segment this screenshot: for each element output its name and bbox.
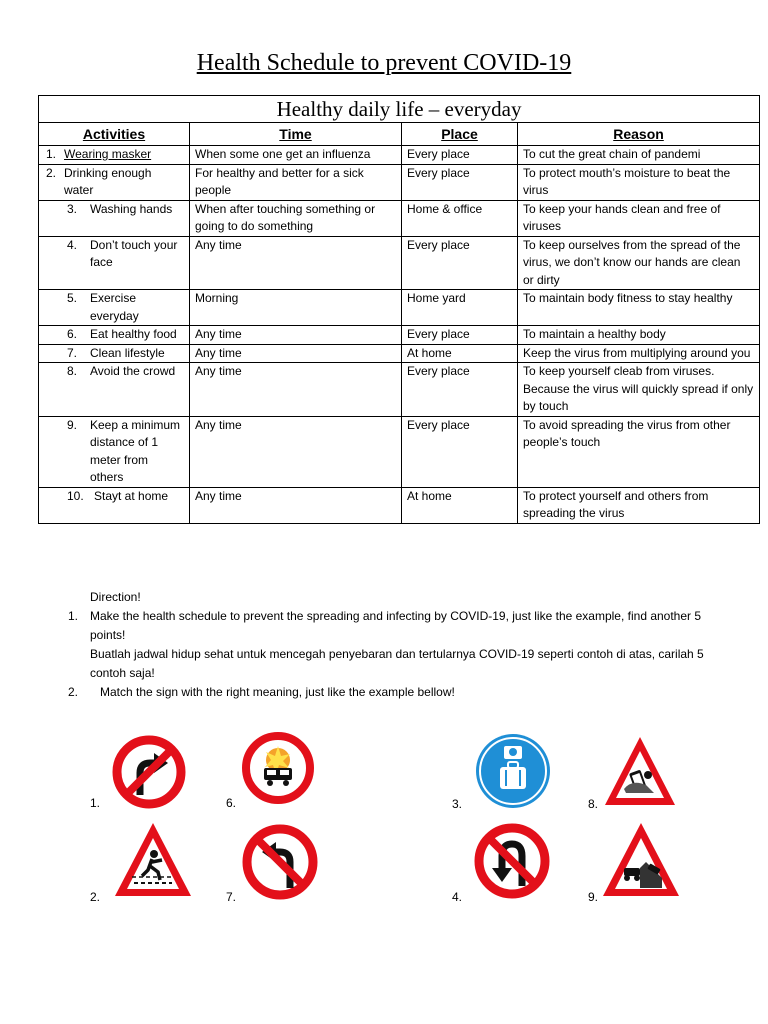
cell-place: Home yard (402, 290, 518, 326)
baggage-check-sign-icon (474, 732, 552, 810)
sign-label-1: 1. (90, 796, 101, 810)
no-right-turn-sign-icon (110, 733, 188, 811)
cell-reason: To protect mouth’s moisture to beat the virus (518, 164, 760, 200)
table-row (39, 164, 760, 200)
sign-label-3: 3. (452, 797, 463, 811)
sign-label-2: 2. (90, 890, 101, 904)
activity-text: Exercise everyday (90, 291, 139, 323)
cell-reason: To protect yourself and others from spreading the virus (518, 487, 760, 523)
no-explosives-vehicle-sign-icon (240, 730, 316, 806)
direction-section (68, 588, 728, 702)
pedestrian-crossing-warning-sign-icon (112, 820, 194, 900)
activity-number: 9. (67, 417, 78, 432)
table-row (39, 487, 760, 523)
activity-text: Clean lifestyle (90, 345, 165, 360)
activity-number: 6. (67, 327, 78, 341)
table-row (39, 236, 760, 290)
cell-activity (39, 146, 190, 165)
cell-reason: To maintain a healthy body (518, 326, 760, 345)
direction-item-1-text: Make the health schedule to prevent the spreading and infecting by COVID-19, just like the example, find another 5 points! (90, 609, 702, 642)
cell-place: At home (402, 344, 518, 363)
activity-number: 10. (67, 488, 84, 503)
activity-number: 7. (67, 345, 78, 360)
cell-activity (39, 344, 190, 363)
page-title: Health Schedule to prevent COVID-19 (196, 50, 572, 76)
activity-number: 5. (67, 291, 78, 305)
cell-activity (39, 236, 190, 290)
cell-time: When some one get an influenza (190, 146, 402, 165)
no-left-turn-sign-icon (240, 822, 320, 902)
table-row (39, 290, 760, 326)
activity-text: Don’t touch your face (90, 237, 178, 269)
cell-time: Any time (190, 344, 402, 363)
cell-reason: Keep the virus from multiplying around you (518, 344, 760, 363)
cell-place: At home (402, 487, 518, 523)
header-time: Time (190, 123, 402, 146)
cell-time: For healthy and better for a sick people (190, 164, 402, 200)
table-row (39, 200, 760, 236)
cell-reason: To keep yourself cleab from viruses. Because the virus will quickly spread if only by touch (518, 363, 760, 417)
header-reason: Reason (518, 123, 760, 146)
table-row (39, 326, 760, 345)
cell-place: Every place (402, 326, 518, 345)
cell-reason: To keep your hands clean and free of viruses (518, 200, 760, 236)
table-row (39, 146, 760, 165)
activity-text: Eat healthy food (90, 327, 177, 341)
no-u-turn-sign-icon (472, 820, 552, 902)
table-caption: Healthy daily life – everyday (39, 96, 760, 123)
cell-activity (39, 416, 190, 487)
table-row (39, 416, 760, 487)
activity-number: 2. (46, 165, 57, 180)
cell-reason: To maintain body fitness to stay healthy (518, 290, 760, 326)
cell-place: Every place (402, 146, 518, 165)
cell-time: Morning (190, 290, 402, 326)
falling-car-cliff-warning-sign-icon (600, 820, 682, 900)
direction-item-2-text: Match the sign with the right meaning, just like the example bellow! (100, 685, 455, 699)
direction-heading: Direction! (90, 590, 141, 604)
sign-label-7: 7. (226, 890, 237, 904)
sign-label-8: 8. (588, 797, 599, 811)
header-activities: Activities (39, 123, 190, 146)
cell-activity (39, 487, 190, 523)
activity-text: Avoid the crowd (90, 364, 176, 378)
cell-place: Every place (402, 164, 518, 200)
cell-place: Every place (402, 416, 518, 487)
activity-text: Washing hands (90, 201, 173, 216)
sign-label-6: 6. (226, 796, 237, 810)
cell-time: Any time (190, 363, 402, 417)
no-phone-while-driving-sign-icon (602, 733, 678, 809)
cell-place: Every place (402, 236, 518, 290)
direction-item-2: 2. Match the sign with the right meaning, just like the example bellow! (68, 683, 728, 702)
table-row (39, 344, 760, 363)
table-row (39, 363, 760, 417)
cell-activity (39, 290, 190, 326)
cell-time: Any time (190, 416, 402, 487)
cell-reason: To avoid spreading the virus from other people’s touch (518, 416, 760, 487)
cell-place: Home & office (402, 200, 518, 236)
sign-label-4: 4. (452, 890, 463, 904)
sign-label-9: 9. (588, 890, 599, 904)
cell-activity (39, 200, 190, 236)
direction-item-1-text-id: Buatlah jadwal hidup sehat untuk mencegah penyebaran dan tertularnya COVID-19 seperti contoh di atas, carilah 5 contoh saja! (90, 647, 704, 680)
health-schedule-table (38, 95, 760, 524)
cell-time: Any time (190, 487, 402, 523)
cell-time: Any time (190, 326, 402, 345)
cell-place: Every place (402, 363, 518, 417)
cell-activity (39, 164, 190, 200)
cell-time: Any time (190, 236, 402, 290)
header-place: Place (402, 123, 518, 146)
cell-reason: To keep ourselves from the spread of the virus, we don’t know our hands are clean or dirty (518, 236, 760, 290)
cell-reason: To cut the great chain of pandemi (518, 146, 760, 165)
activity-text: Drinking enough water (64, 165, 152, 197)
direction-item-1: 1. Make the health schedule to prevent the spreading and infecting by COVID-19, just like the example, find another 5 points! Buatlah jadwal hidup sehat untuk mencegah penyebaran dan tertularnya COVID-19 seperti contoh di atas, carilah 5 contoh saja! (68, 609, 704, 680)
activity-text: Wearing masker (64, 147, 152, 161)
activity-number: 8. (67, 364, 78, 378)
cell-activity (39, 363, 190, 417)
cell-time: When after touching something or going to do something (190, 200, 402, 236)
activity-number: 3. (67, 201, 78, 216)
cell-activity (39, 326, 190, 345)
activity-number: 4. (67, 237, 78, 252)
activity-text: Stayt at home (94, 488, 169, 503)
activity-text: Keep a minimum distance of 1 meter from others (90, 417, 181, 484)
activity-number: 1. (46, 147, 57, 161)
